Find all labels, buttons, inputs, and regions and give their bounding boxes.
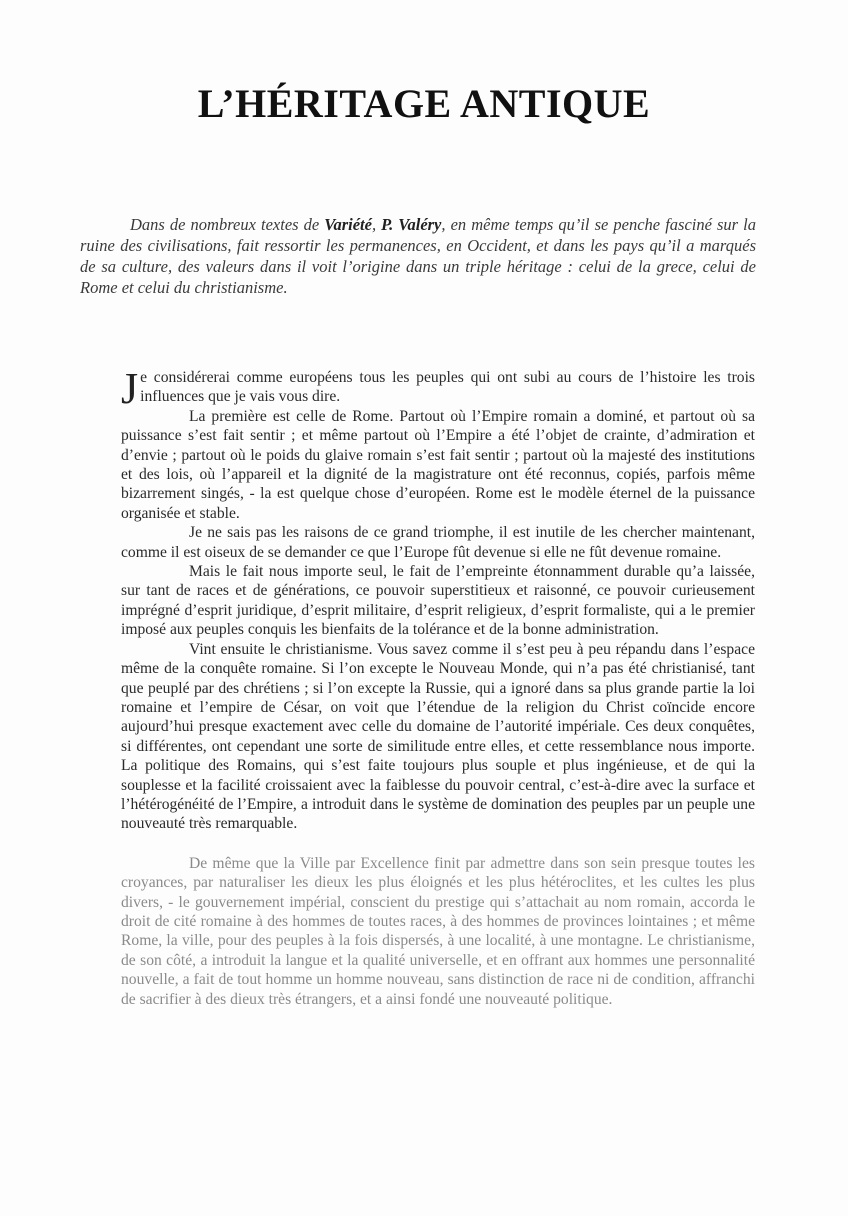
paragraph-1-text: e considérerai comme européens tous les peuples qui ont subi au cours de l’histoire les trois influences que je vais vous dire. [140,369,755,406]
intro-comma: , [371,215,382,234]
intro-paragraph [80,214,756,298]
intro-text-start: Dans de nombreux textes de [130,215,325,234]
paragraph-4: Mais le fait nous importe seul, le fait de l’empreinte étonnamment durable qu’a laissée, sur tant de races et de générations, ce pouvoir superstitieux et raisonné, ce pouvoir curieusement imprégné d’esprit juridique, d’esprit militaire, d’esprit religieux, d’esprit formaliste, qui a le premier imposé aux peuples conquis les bienfaits de la tolérance et de la bonne administration. [121,563,755,639]
paragraph-3: Je ne sais pas les raisons de ce grand triomphe, il est inutile de les chercher maintenant, comme il est oiseux de se demander ce que l’Europe fût devenue si elle ne fût devenue romaine. [121,524,755,561]
drop-cap: J [121,364,139,413]
paragraph-6: De même que la Ville par Excellence finit par admettre dans son sein presque toutes les croyances, par naturaliser les dieux les plus éloignés et les plus hétéroclites, et les cultes les plus divers, - le gouvernement impérial, conscient du prestige qui s’attachait au nom romain, accorda le droit de cité romaine à des hommes de toutes races, à des hommes de provinces lointaines ; et même Rome, la ville, pour des peuples à la fois dispersés, à une localité, à une montagne. Le christianisme, de son côté, a introduit la langue et la qualité universelle, et en offrant aux hommes une personnalité nouvelle, a fait de tout homme un homme nouveau, sans distinction de race ni de condition, affranchi de sacrifier à des dieux très étrangers, et a ainsi fondé une nouveauté politique. [121,854,755,1008]
page-title: L’HÉRITAGE ANTIQUE [197,81,651,126]
paragraph-1 [121,364,755,413]
intro-bold-author: P. Valéry [381,215,442,234]
intro-bold-work: Variété [324,215,372,234]
paragraph-2: La première est celle de Rome. Partout où l’Empire romain a dominé, et partout où sa puissance s’est fait sentir ; et même partout où l’Empire a été l’objet de crainte, d’admiration et d’envie ; partout où le poids du glaive romain s’est fait sentir ; partout où la majesté des institutions et des lois, où l’appareil et la dignité de la magistrature ont été reconnus, copiés, parfois même bizarrement singés, - la est quelque chose d’européen. Rome est le modèle éternel de la puissance organisée et stable. [121,407,755,522]
intro-text-end: , en même temps qu’il se penche fasciné sur la ruine des civilisations, fait ressortir les permanences, en Occident, et dans les pays qu’il a marqués de sa culture, des valeurs dans il voit l’origine dans un triple héritage : celui de la grece, celui de Rome et celui du christianisme. [80,215,757,297]
body-text [121,364,755,1009]
paragraph-5: Vint ensuite le christianisme. Vous savez comme il s’est peu à peu répandu dans l’espace même de la conquête romaine. Si l’on excepte le Nouveau Monde, qui n’a pas été christianisé, tant que peuplé par des chrétiens ; si l’on excepte la Russie, qui a ignoré dans sa plus grande partie la loi romaine et l’empire de César, on voit que l’étendue de la religion du Christ coïncide encore aujourd’hui presque exactement avec celle du domaine de l’autorité impériale. Ces deux conquêtes, si différentes, ont cependant une sorte de similitude entre elles, et cette ressemblance nous importe. La politique des Romains, qui s’est faite toujours plus souple et plus ingénieuse, et de qui la souplesse et la facilité croissaient avec la faiblesse du pouvoir central, c’est-à-dire avec la surface et l’hétérogénéité de l’Empire, a introduit dans le système de domination des peuples par un peuple une nouveauté très remarquable. [121,640,755,833]
